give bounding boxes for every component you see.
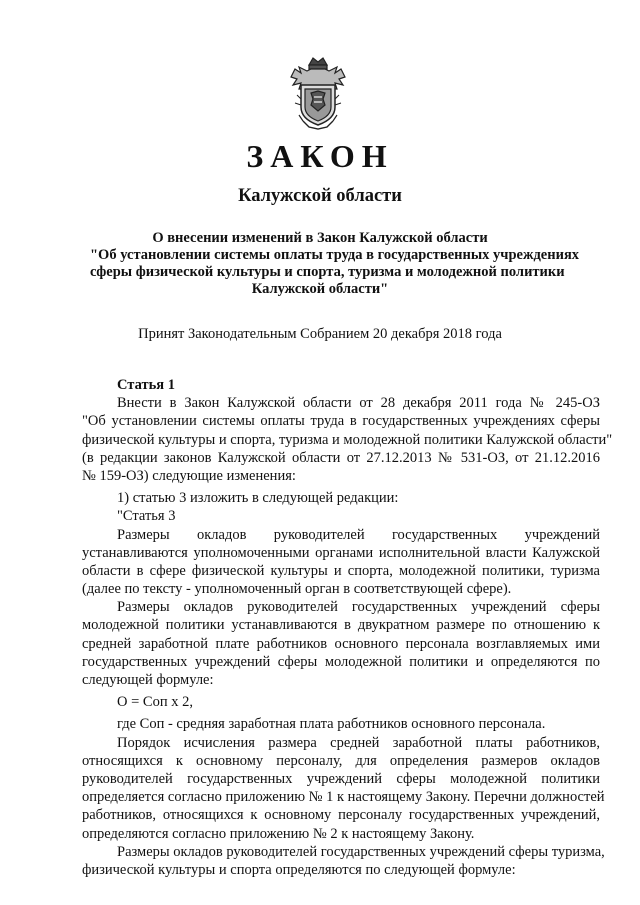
body-line: молодежной политики устанавливаются в двукратном размере по отношению к <box>82 617 600 634</box>
law-title: ЗАКОН <box>246 138 394 174</box>
body-line: работников, относящихся к основному персоналу государственных учреждений, <box>82 807 600 824</box>
body-line: Порядок исчисления размера средней заработной платы работников, <box>117 734 600 751</box>
body-line: Размеры окладов руководителей государственных учреждений сферы туризма, <box>117 843 605 860</box>
body-line: "Статья 3 <box>117 508 176 525</box>
subject-line: Калужской области" <box>251 281 389 297</box>
body-line: средней заработной плате работников основного персонала возглавляемых ими <box>82 635 600 652</box>
body-line: определяется согласно приложению № 1 к настоящему Закону. Перечни должностей <box>82 789 605 806</box>
body-line: 1) статью 3 изложить в следующей редакции: <box>117 490 399 507</box>
body-line: (далее по тексту - уполномоченный орган в соответствующей сфере). <box>82 581 512 598</box>
body-line: следующей формуле: <box>82 672 214 688</box>
body-line: "Об установлении системы оплаты труда в государственных учреждениях сферы <box>82 413 600 430</box>
adoption-statement: Принят Законодательным Собранием 20 декабря 2018 года <box>138 326 502 342</box>
subject-line: О внесении изменений в Закон Калужской области <box>152 230 488 246</box>
body-line: (в редакции законов Калужской области от 27.12.2013 № 531-ОЗ, от 21.12.2016 <box>82 449 600 466</box>
body-line: где Соп - средняя заработная плата работников основного персонала. <box>117 716 546 733</box>
body-line: Внести в Закон Калужской области от 28 декабря 2011 года № 245-ОЗ <box>117 395 600 412</box>
coat-of-arms-emblem <box>287 55 349 131</box>
article-heading: Статья 1 <box>117 377 175 393</box>
body-line: относящихся к основному персоналу, для определения размеров окладов <box>82 752 600 769</box>
body-line: физической культуры и спорта определяются по следующей формуле: <box>82 861 516 878</box>
body-line: физической культуры и спорта, туризма и молодежной политики Калужской области" <box>82 431 613 448</box>
body-line: государственных учреждений сферы молодежной политики и определяются по <box>82 653 600 670</box>
body-line: руководителей государственных учреждений сферы молодежной политики <box>82 770 600 787</box>
body-line: области в сфере физической культуры и спорта, молодежной политики, туризма <box>82 562 600 579</box>
law-subject <box>90 230 580 298</box>
region-title: Калужской области <box>238 186 402 206</box>
body-line: устанавливаются уполномоченными органами исполнительной власти Калужской <box>82 544 600 561</box>
body-line: Размеры окладов руководителей государственных учреждений <box>117 526 600 543</box>
formula: О = Соп х 2, <box>117 694 193 711</box>
body-line: № 159-ОЗ) следующие изменения: <box>82 467 296 484</box>
law-body <box>82 376 613 879</box>
body-line: определяются согласно приложению № 2 к настоящему Закону. <box>82 825 475 842</box>
subject-line: "Об установлении системы оплаты труда в государственных учреждениях <box>90 247 580 263</box>
subject-line: сферы физической культуры и спорта, туризма и молодежной политики <box>90 264 565 280</box>
body-line: Размеры окладов руководителей государственных учреждений сферы <box>117 599 600 616</box>
